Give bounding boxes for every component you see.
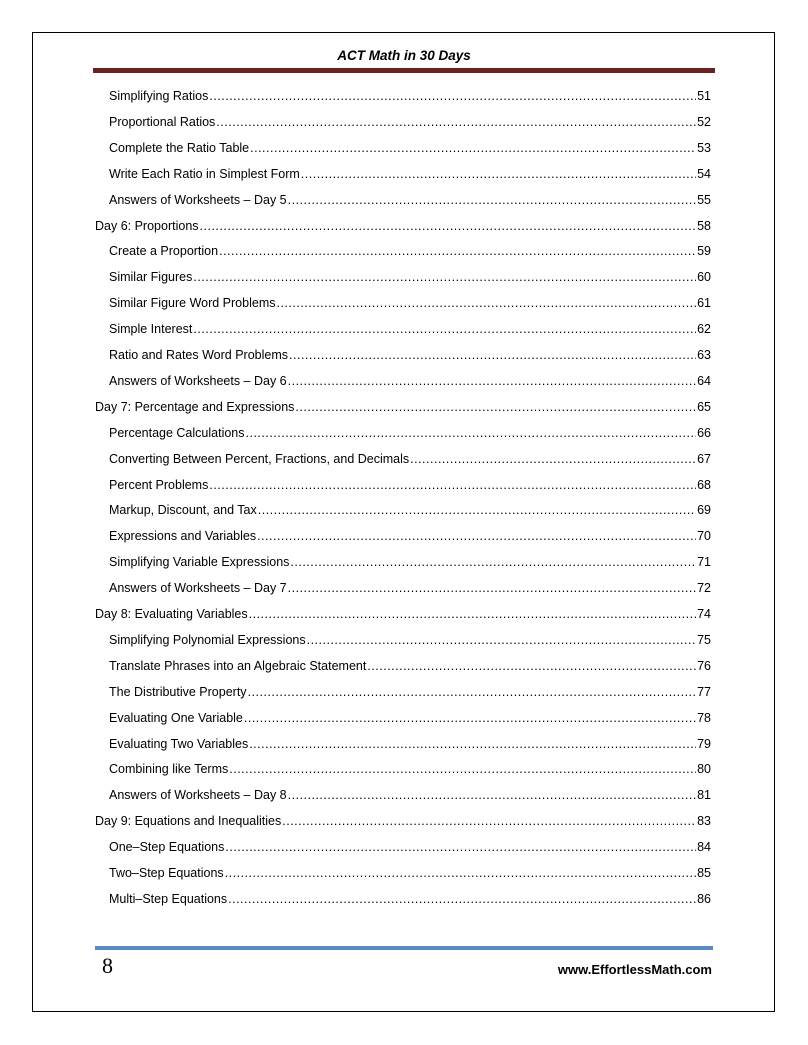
toc-dot-leader: [288, 374, 696, 388]
toc-section-entry: [109, 89, 711, 103]
toc-section-entry: [109, 503, 711, 517]
toc-entry-title: Simplifying Ratios: [109, 89, 209, 103]
toc-entry-page: 54: [697, 166, 711, 181]
toc-entry-page: 60: [697, 270, 711, 285]
toc-dot-leader: [258, 503, 696, 517]
toc-dot-leader: [216, 115, 696, 129]
toc-entry-page: 78: [697, 710, 711, 725]
toc-section-entry: [109, 788, 711, 802]
toc-entry-page: 61: [697, 296, 711, 311]
toc-entry-title: Markup, Discount, and Tax: [109, 503, 257, 518]
toc-dot-leader: [228, 892, 696, 906]
toc-dot-leader: [295, 400, 696, 414]
toc-dot-leader: [410, 452, 696, 466]
toc-section-entry: [109, 452, 711, 466]
toc-entry-page: 63: [697, 348, 711, 362]
toc-dot-leader: [288, 788, 696, 802]
toc-dot-leader: [219, 244, 696, 258]
toc-dot-leader: [282, 814, 696, 828]
toc-section-entry: [109, 581, 711, 595]
toc-entry-page: 53: [697, 140, 711, 155]
toc-entry-page: 77: [697, 684, 711, 699]
toc-entry-page: 69: [697, 503, 711, 518]
toc-entry-page: 68: [697, 477, 711, 492]
toc-entry-title: Day 7: Percentage and Expressions: [95, 399, 295, 414]
toc-entry-title: Percent Problems: [109, 477, 209, 492]
toc-dot-leader: [288, 581, 696, 595]
toc-entry-title: Two–Step Equations: [109, 866, 224, 880]
toc-dot-leader: [276, 296, 696, 310]
toc-entry-page: 83: [697, 814, 711, 829]
toc-dot-leader: [225, 840, 696, 854]
toc-entry-title: Simple Interest: [109, 322, 193, 337]
toc-entry-title: Ratio and Rates Word Problems: [109, 348, 289, 362]
toc-dot-leader: [209, 478, 696, 492]
toc-entry-page: 74: [697, 607, 711, 621]
toc-entry-title: One–Step Equations: [109, 840, 225, 855]
toc-section-entry: [109, 737, 711, 751]
toc-section-entry: [109, 348, 711, 362]
toc-entry-title: Day 6: Proportions: [95, 218, 199, 233]
toc-entry-title: Combining like Terms: [109, 762, 229, 777]
toc-entry-page: 65: [697, 399, 711, 414]
toc-dot-leader: [225, 866, 696, 880]
toc-entry-page: 81: [697, 788, 711, 803]
toc-entry-page: 72: [697, 581, 711, 596]
toc-chapter-entry: [95, 400, 711, 414]
toc-entry-title: Similar Figure Word Problems: [109, 296, 276, 311]
toc-section-entry: [109, 711, 711, 725]
toc-entry-page: 86: [697, 891, 711, 906]
toc-dot-leader: [289, 348, 696, 362]
toc-dot-leader: [249, 737, 696, 751]
toc-section-entry: [109, 892, 711, 906]
toc-dot-leader: [307, 633, 696, 647]
toc-entry-page: 67: [697, 451, 711, 466]
toc-entry-title: Simplifying Variable Expressions: [109, 555, 290, 570]
toc-section-entry: [109, 633, 711, 647]
toc-entry-title: Evaluating Two Variables: [109, 736, 249, 751]
toc-entry-page: 71: [697, 555, 711, 570]
toc-entry-title: Percentage Calculations: [109, 425, 245, 440]
toc-section-entry: [109, 244, 711, 258]
toc-dot-leader: [367, 659, 696, 673]
toc-dot-leader: [193, 322, 696, 336]
toc-entry-title: Answers of Worksheets – Day 6: [109, 373, 287, 388]
toc-section-entry: [109, 478, 711, 492]
toc-section-entry: [109, 840, 711, 854]
toc-section-entry: [109, 167, 711, 181]
toc-entry-title: Write Each Ratio in Simplest Form: [109, 166, 300, 181]
toc-dot-leader: [209, 89, 696, 103]
toc-section-entry: [109, 762, 711, 776]
toc-dot-leader: [290, 555, 696, 569]
toc-dot-leader: [246, 426, 697, 440]
toc-entry-title: Answers of Worksheets – Day 8: [109, 788, 287, 803]
toc-entry-page: 85: [697, 866, 711, 880]
toc-section-entry: [109, 659, 711, 673]
toc-entry-page: 62: [697, 322, 711, 337]
toc-chapter-entry: [95, 814, 711, 828]
toc-dot-leader: [229, 762, 696, 776]
toc-chapter-entry: [95, 607, 711, 621]
footer-page-number: 8: [102, 953, 113, 978]
toc-dot-leader: [244, 711, 696, 725]
toc-section-entry: [109, 374, 711, 388]
toc-dot-leader: [288, 193, 696, 207]
toc-entry-page: 84: [697, 840, 711, 855]
toc-dot-leader: [200, 219, 697, 233]
toc-entry-title: Translate Phrases into an Algebraic Statement: [109, 658, 367, 673]
toc-entry-title: Simplifying Polynomial Expressions: [109, 632, 306, 647]
header-rule: [93, 68, 715, 73]
toc-entry-title: Evaluating One Variable: [109, 710, 243, 725]
toc-section-entry: [109, 296, 711, 310]
running-header: ACT Math in 30 Days: [337, 48, 471, 63]
toc-dot-leader: [250, 141, 696, 155]
toc-entry-page: 55: [697, 192, 711, 207]
toc-entry-page: 76: [697, 658, 711, 673]
toc-dot-leader: [257, 529, 696, 543]
toc-entry-title: Multi–Step Equations: [109, 891, 228, 906]
toc-entry-page: 64: [697, 373, 711, 388]
toc-entry-page: 80: [697, 762, 711, 777]
toc-section-entry: [109, 426, 711, 440]
toc-section-entry: [109, 529, 711, 543]
toc-entry-title: Day 8: Evaluating Variables: [95, 607, 248, 621]
toc-entry-title: Similar Figures: [109, 270, 193, 285]
toc-entry-page: 70: [697, 529, 711, 544]
toc-entry-title: Proportional Ratios: [109, 114, 216, 129]
toc-section-entry: [109, 866, 711, 880]
footer-rule: [95, 946, 713, 950]
toc-entry-page: 51: [697, 89, 711, 103]
toc-entry-title: Answers of Worksheets – Day 7: [109, 581, 287, 596]
toc-entry-page: 66: [697, 425, 711, 440]
toc-dot-leader: [248, 685, 697, 699]
toc-dot-leader: [301, 167, 696, 181]
toc-section-entry: [109, 115, 711, 129]
toc-entry-title: Converting Between Percent, Fractions, and Decimals: [109, 451, 410, 466]
toc-entry-title: The Distributive Property: [109, 684, 247, 699]
toc-section-entry: [109, 322, 711, 336]
toc-section-entry: [109, 555, 711, 569]
toc-entry-title: Answers of Worksheets – Day 5: [109, 192, 287, 207]
toc-section-entry: [109, 270, 711, 284]
toc-entry-page: 75: [697, 632, 711, 647]
toc-entry-title: Expressions and Variables: [109, 529, 257, 544]
toc-section-entry: [109, 685, 711, 699]
toc-dot-leader: [193, 270, 696, 284]
toc-dot-leader: [249, 607, 696, 621]
footer-website: www.EffortlessMath.com: [557, 962, 712, 977]
toc-entry-page: 52: [697, 114, 711, 129]
toc-entry-title: Complete the Ratio Table: [109, 140, 250, 155]
toc-section-entry: [109, 193, 711, 207]
toc-entry-title: Day 9: Equations and Inequalities: [95, 814, 282, 829]
toc-entry-page: 59: [697, 244, 711, 259]
toc-entry-page: 58: [697, 218, 711, 233]
toc-section-entry: [109, 141, 711, 155]
toc-entry-title: Create a Proportion: [109, 244, 219, 259]
toc-entry-page: 79: [697, 736, 711, 751]
toc-chapter-entry: [95, 219, 711, 233]
